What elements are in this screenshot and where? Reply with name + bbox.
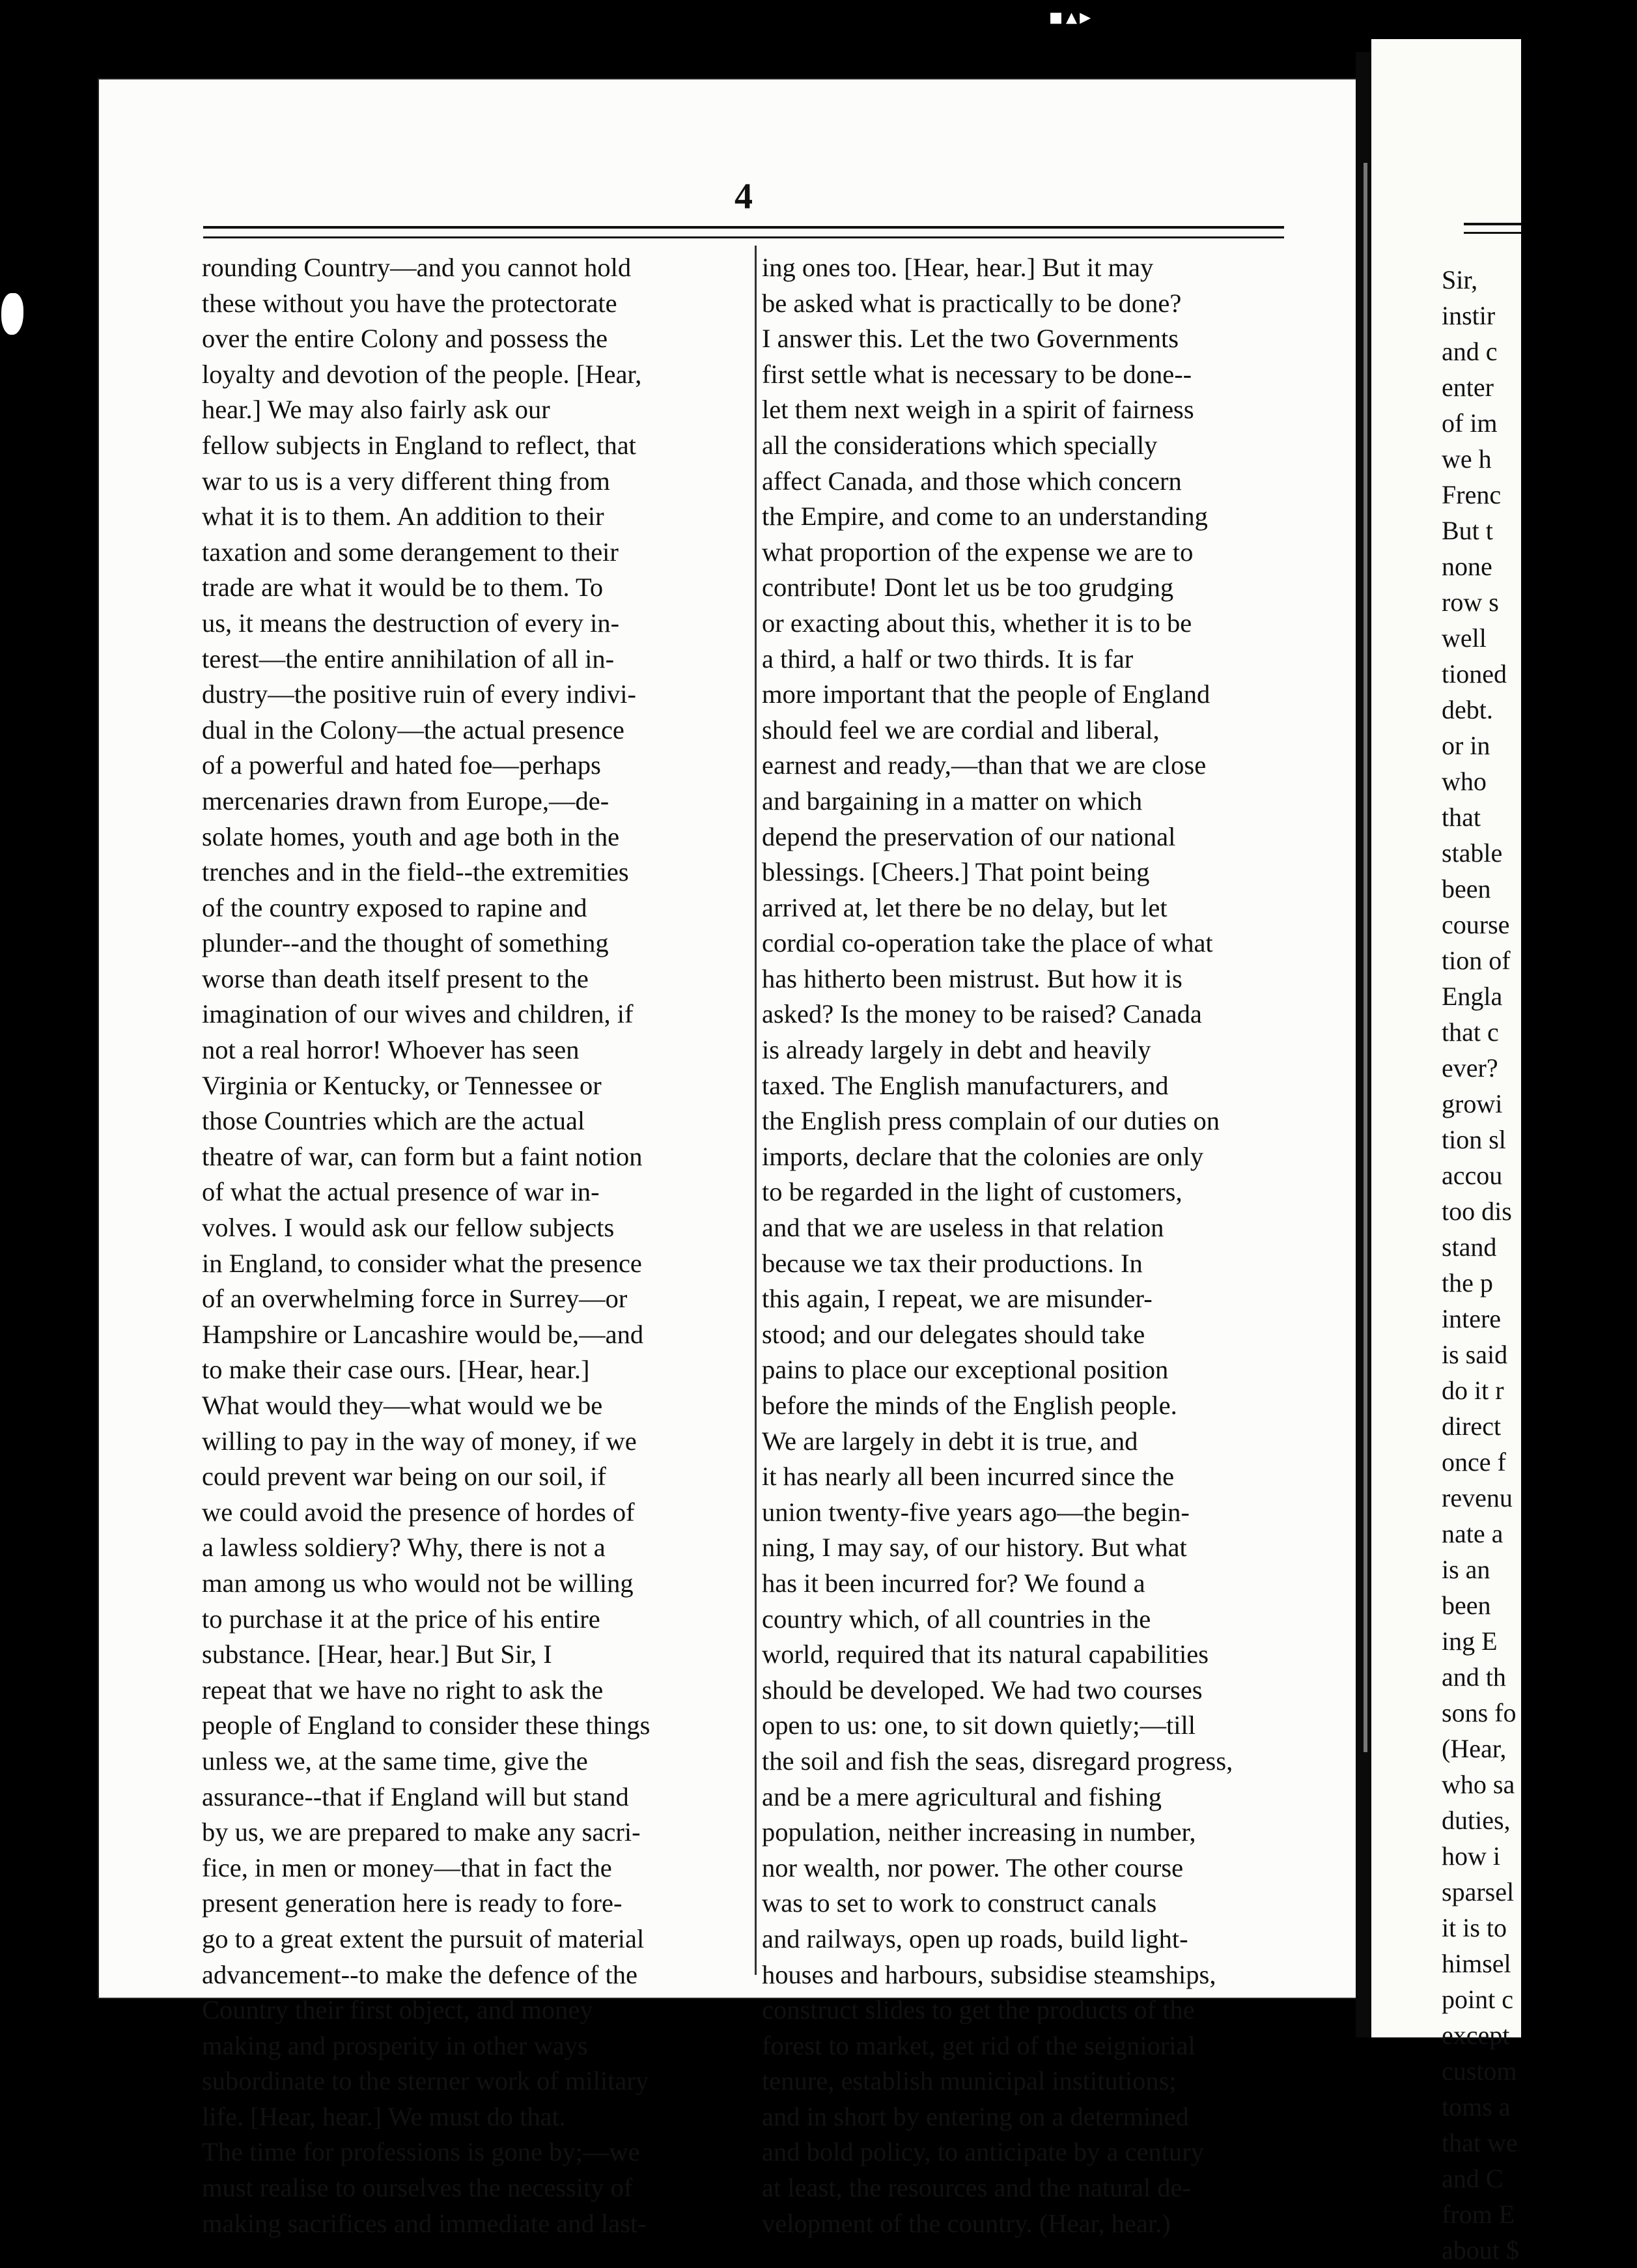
text-line: imports, declare that the colonies are only <box>762 1141 1204 1171</box>
text-line: toms a <box>1442 2092 1511 2121</box>
text-line: dual in the Colony—the actual presence <box>202 715 624 744</box>
text-line: revenu <box>1442 1483 1513 1512</box>
text-line: not a real horror! Whoever has seen <box>202 1035 580 1065</box>
text-line: of im <box>1442 408 1498 438</box>
adjacent-page-edge <box>1371 39 1521 2265</box>
text-line: before the minds of the English people. <box>762 1391 1177 1420</box>
text-line: imagination of our wives and children, if <box>202 999 634 1029</box>
text-line: must realise to ourselves the necessity of <box>202 2173 633 2203</box>
text-line: making and prosperity in other ways <box>202 2030 588 2060</box>
text-line: of the country exposed to rapine and <box>202 892 587 922</box>
adjacent-header-rule <box>1464 223 1521 234</box>
text-line: it is to <box>1442 1913 1507 1942</box>
text-line: Frenc <box>1442 480 1502 509</box>
text-line: Virginia or Kentucky, or Tennessee or <box>202 1070 602 1100</box>
text-line: We are largely in debt it is true, and <box>762 1426 1138 1456</box>
text-line: and c <box>1442 337 1498 366</box>
text-line: country which, of all countries in the <box>762 1604 1151 1634</box>
text-line: or exacting about this, whether it is to be <box>762 608 1192 638</box>
text-line: making sacrifices and immediate and last- <box>202 2208 647 2238</box>
text-line: of what the actual presence of war in- <box>202 1177 600 1207</box>
text-line: a third, a half or two thirds. It is far <box>762 644 1134 673</box>
text-line: intere <box>1442 1304 1502 1333</box>
text-line: depend the preservation of our national <box>762 821 1176 851</box>
text-line: who sa <box>1442 1770 1515 1799</box>
text-line: that c <box>1442 1017 1499 1047</box>
text-line: is an <box>1442 1555 1490 1584</box>
text-line: volves. I would ask our fellow subjects <box>202 1213 615 1243</box>
text-line: of a powerful and hated foe—perhaps <box>202 750 601 780</box>
text-line: none <box>1442 552 1492 581</box>
text-line: of an overwhelming force in Surrey—or <box>202 1284 628 1314</box>
text-line: Sir, <box>1442 265 1478 294</box>
text-line: and in short by entering on a determined <box>762 2101 1189 2131</box>
text-line: to be regarded in the light of customers, <box>762 1177 1182 1207</box>
text-line: substance. [Hear, hear.] But Sir, I <box>202 1639 552 1669</box>
text-line: contribute! Dont let us be too grudging <box>762 573 1174 602</box>
text-line: about $ <box>1442 2235 1519 2265</box>
text-line: duties, <box>1442 1806 1511 1835</box>
text-line: at least, the resources and the natural de- <box>762 2173 1191 2203</box>
text-line: forest to market, get rid of the seigniorial <box>762 2030 1196 2060</box>
text-line: or in <box>1442 731 1490 760</box>
text-line: point c <box>1442 1985 1513 2014</box>
text-line: present generation here is ready to fore- <box>202 1888 623 1918</box>
text-line: plunder--and the thought of something <box>202 928 609 958</box>
text-line: union twenty-five years ago—the begin- <box>762 1497 1190 1527</box>
text-line: world, required that its natural capabilities <box>762 1639 1209 1669</box>
text-line: velopment of the country. (Hear, hear.) <box>762 2208 1171 2238</box>
text-line: I answer this. Let the two Governments <box>762 324 1179 354</box>
text-line: how i <box>1442 1841 1500 1871</box>
text-line: open to us: one, to sit down quietly;—till <box>762 1710 1196 1740</box>
text-line: fice, in men or money—that in fact the <box>202 1852 612 1882</box>
text-line: life. [Hear, hear.] We must do that. <box>202 2101 566 2131</box>
text-line: But t <box>1442 516 1493 545</box>
text-line: has hitherto been mistrust. But how it is <box>762 963 1182 993</box>
text-line: dustry—the positive ruin of every indivi- <box>202 679 637 709</box>
text-line: solate homes, youth and age both in the <box>202 821 620 851</box>
text-line: is already largely in debt and heavily <box>762 1035 1151 1065</box>
text-line: Hampshire or Lancashire would be,—and <box>202 1319 644 1349</box>
text-line: loyalty and devotion of the people. [Hear, <box>202 359 642 389</box>
text-line: and be a mere agricultural and fishing <box>762 1781 1162 1811</box>
text-line: taxed. The English manufacturers, and <box>762 1070 1169 1100</box>
text-line: himsel <box>1442 1949 1511 1978</box>
text-line: these without you have the protectorate <box>202 288 617 318</box>
text-line: growi <box>1442 1089 1503 1118</box>
text-line: What would they—what would we be <box>202 1391 603 1420</box>
scan-artifact-mark: ▪▴▸ <box>1048 4 1094 30</box>
text-line: is said <box>1442 1340 1508 1369</box>
text-line: trenches and in the field--the extremities <box>202 857 629 887</box>
text-line: cordial co-operation take the place of what <box>762 928 1213 958</box>
text-line: people of England to consider these things <box>202 1710 651 1740</box>
text-line: nor wealth, nor power. The other course <box>762 1852 1184 1882</box>
text-line: man among us who would not be willing <box>202 1568 634 1598</box>
text-line: nate a <box>1442 1519 1504 1548</box>
text-line: pains to place our exceptional position <box>762 1355 1169 1385</box>
text-line: and bargaining in a matter on which <box>762 786 1143 815</box>
text-line: and C <box>1442 2164 1504 2193</box>
text-line: asked? Is the money to be raised? Canada <box>762 999 1202 1029</box>
text-line: worse than death itself present to the <box>202 963 589 993</box>
text-line: mercenaries drawn from Europe,—de- <box>202 786 609 815</box>
text-line: theatre of war, can form but a faint notion <box>202 1141 643 1171</box>
text-line: first settle what is necessary to be done-- <box>762 359 1192 389</box>
text-line: that <box>1442 802 1481 832</box>
document-page <box>98 78 1380 2238</box>
text-line: Engla <box>1442 982 1503 1011</box>
text-line: been <box>1442 1591 1491 1620</box>
text-line: us, it means the destruction of every in- <box>202 608 620 638</box>
text-line: over the entire Colony and possess the <box>202 324 608 354</box>
text-line: affect Canada, and those which concern <box>762 466 1182 496</box>
text-line: ing ones too. [Hear, hear.] But it may <box>762 253 1154 282</box>
text-line: tion of <box>1442 946 1511 975</box>
text-line: the English press complain of our duties on <box>762 1106 1220 1136</box>
text-line: a lawless soldiery? Why, there is not a <box>202 1533 606 1563</box>
text-line: hear.] We may also fairly ask our <box>202 395 550 425</box>
text-line: taxation and some derangement to their <box>202 537 619 567</box>
text-line: the p <box>1442 1268 1493 1297</box>
text-line: all the considerations which specially <box>762 430 1158 460</box>
text-line: except <box>1442 2020 1510 2050</box>
text-line: well <box>1442 623 1487 653</box>
page-number: 4 <box>735 177 753 217</box>
text-line: the Empire, and come to an understanding <box>762 502 1208 532</box>
text-line: arrived at, let there be no delay, but let <box>762 892 1168 922</box>
text-line: subordinate to the sterner work of military <box>202 2066 649 2096</box>
text-line: too dis <box>1442 1197 1512 1226</box>
text-line: enter <box>1442 373 1494 402</box>
text-line: we could avoid the presence of hordes of <box>202 1497 635 1527</box>
text-line: stood; and our delegates should take <box>762 1319 1145 1349</box>
text-line: fellow subjects in England to reflect, that <box>202 430 636 460</box>
text-line: that we <box>1442 2128 1518 2157</box>
text-line: ning, I may say, of our history. But what <box>762 1533 1187 1563</box>
text-line: more important that the people of England <box>762 679 1210 709</box>
text-line: construct slides to get the products of the <box>762 1995 1195 2025</box>
header-rule <box>203 226 1284 238</box>
text-line: row s <box>1442 588 1499 617</box>
text-line: we h <box>1442 444 1492 474</box>
text-line: the soil and fish the seas, disregard progress, <box>762 1746 1233 1776</box>
text-line: stable <box>1442 838 1503 868</box>
text-line: (Hear, <box>1442 1734 1507 1763</box>
text-line: course <box>1442 910 1510 939</box>
text-line: and railways, open up roads, build light- <box>762 1923 1188 1953</box>
text-line: custom <box>1442 2056 1517 2086</box>
text-line: by us, we are prepared to make any sacri- <box>202 1817 641 1847</box>
text-line: could prevent war being on our soil, if <box>202 1462 606 1492</box>
text-line: let them next weigh in a spirit of fairness <box>762 395 1194 425</box>
text-line: rounding Country—and you cannot hold <box>202 253 632 282</box>
text-line: go to a great extent the pursuit of material <box>202 1923 645 1953</box>
text-line: repeat that we have no right to ask the <box>202 1675 604 1705</box>
text-line: should be developed. We had two courses <box>762 1675 1203 1705</box>
text-line: because we tax their productions. In <box>762 1248 1143 1278</box>
text-line: from E <box>1442 2200 1515 2229</box>
text-line: earnest and ready,—than that we are close <box>762 750 1207 780</box>
text-line: those Countries which are the actual <box>202 1106 585 1136</box>
left-text-column <box>202 250 753 2241</box>
text-line: ing E <box>1442 1626 1498 1656</box>
text-line: should feel we are cordial and liberal, <box>762 715 1160 744</box>
text-line: Country their first object, and money <box>202 1995 593 2025</box>
text-line: it has nearly all been incurred since the <box>762 1462 1175 1492</box>
text-line: be asked what is practically to be done? <box>762 288 1182 318</box>
text-line: unless we, at the same time, give the <box>202 1746 588 1776</box>
text-line: was to set to work to construct canals <box>762 1888 1157 1918</box>
text-line: to purchase it at the price of his entire <box>202 1604 600 1634</box>
text-line: and bold policy, to anticipate by a century <box>762 2137 1204 2167</box>
text-line: advancement--to make the defence of the <box>202 1959 638 1989</box>
text-line: willing to pay in the way of money, if we <box>202 1426 637 1456</box>
text-line: The time for professions is gone by;—we <box>202 2137 640 2167</box>
text-line: sons fo <box>1442 1698 1517 1727</box>
scan-artifact-blob <box>1 293 23 335</box>
text-line: who <box>1442 767 1487 796</box>
text-line: assurance--that if England will but stand <box>202 1781 629 1811</box>
text-line: debt. <box>1442 695 1493 724</box>
text-line: stand <box>1442 1232 1497 1262</box>
text-line: once f <box>1442 1447 1506 1477</box>
text-line: war to us is a very different thing from <box>202 466 610 496</box>
text-line: trade are what it would be to them. To <box>202 573 604 602</box>
text-line: been <box>1442 874 1491 903</box>
text-line: accou <box>1442 1161 1503 1190</box>
text-line: sparsel <box>1442 1877 1515 1907</box>
gutter-edge-line <box>1364 163 1367 1752</box>
text-line: houses and harbours, subsidise steamships, <box>762 1959 1216 1989</box>
text-line: what it is to them. An addition to their <box>202 502 604 532</box>
text-line: terest—the entire annihilation of all in- <box>202 644 615 673</box>
text-line: this again, I repeat, we are misunder- <box>762 1284 1153 1314</box>
text-line: tioned <box>1442 659 1507 688</box>
text-line: instir <box>1442 301 1496 330</box>
text-line: what proportion of the expense we are to <box>762 537 1194 567</box>
text-line: in England, to consider what the presence <box>202 1248 642 1278</box>
text-line: and that we are useless in that relation <box>762 1213 1164 1243</box>
text-line: has it been incurred for? We found a <box>762 1568 1145 1598</box>
column-divider <box>755 246 757 1975</box>
right-text-column <box>762 250 1313 2241</box>
adjacent-page-text <box>1442 262 1637 2268</box>
text-line: ever? <box>1442 1053 1498 1083</box>
text-line: blessings. [Cheers.] That point being <box>762 857 1150 887</box>
text-line: to make their case ours. [Hear, hear.] <box>202 1355 590 1385</box>
text-line: direct <box>1442 1411 1502 1441</box>
text-line: do it r <box>1442 1376 1504 1405</box>
text-line: population, neither increasing in number, <box>762 1817 1196 1847</box>
text-line: tenure, establish municipal institutions; <box>762 2066 1177 2096</box>
text-line: and th <box>1442 1662 1506 1692</box>
text-line: tion sl <box>1442 1125 1506 1154</box>
